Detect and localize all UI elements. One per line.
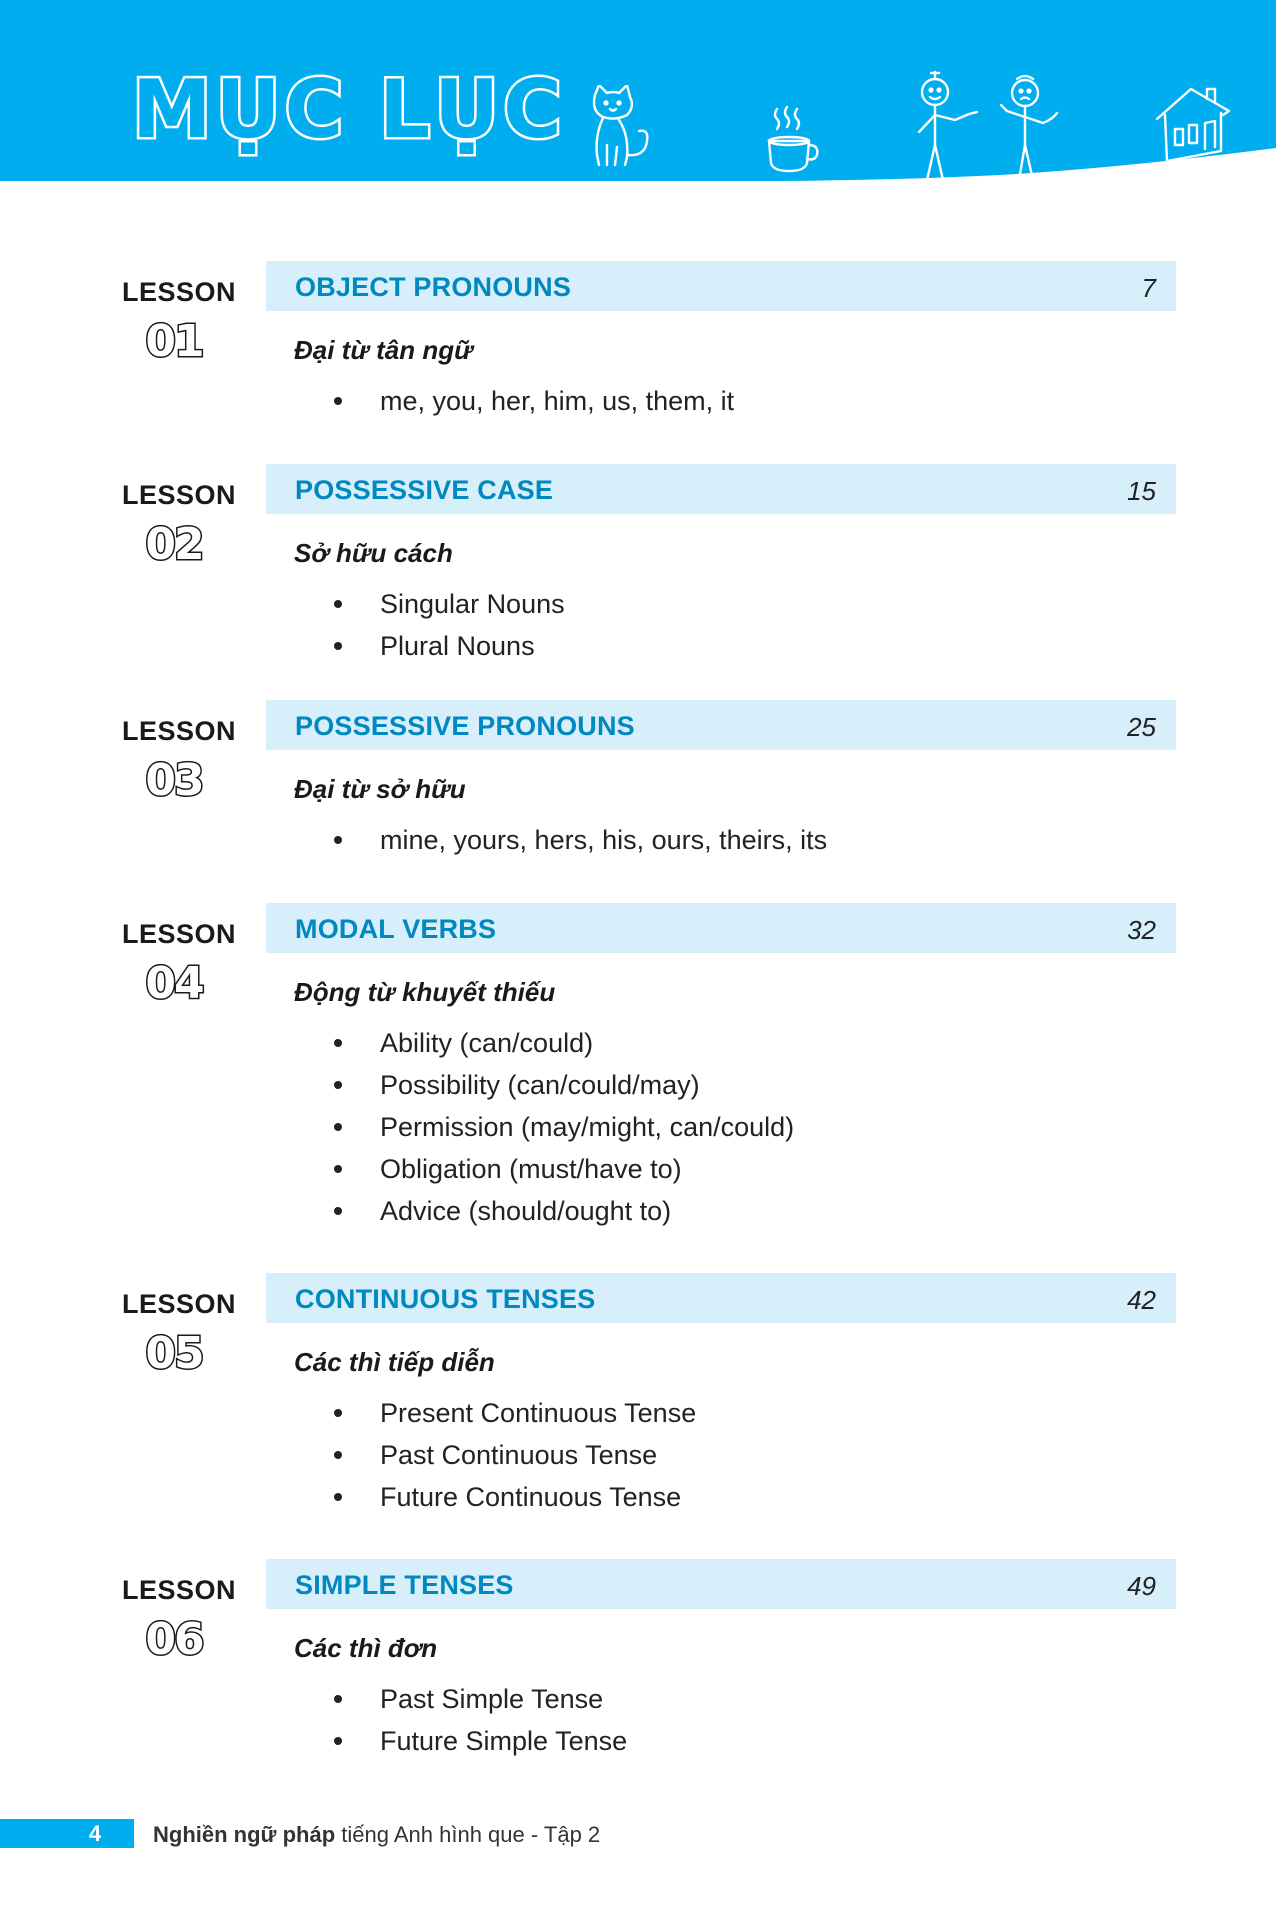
list-item: Future Simple Tense [330,1720,627,1762]
lesson-label: LESSON [122,1289,237,1319]
bullet-icon [334,1737,342,1745]
lesson-number: 04 [145,958,203,1009]
bullet-icon [334,397,342,405]
topic-list [330,380,734,422]
lesson-title: SIMPLE TENSES [295,1570,514,1600]
lesson-number: 06 [145,1614,203,1665]
lesson-label: LESSON [122,919,237,949]
list-item: Past Continuous Tense [330,1434,696,1476]
lesson-subtitle: Các thì đơn [294,1633,438,1663]
house-icon [1155,85,1231,165]
lesson-title-bar[interactable] [266,903,1176,953]
bullet-icon [334,836,342,844]
page-number: 49 [1127,1571,1156,1601]
lesson-number: 02 [145,519,203,570]
topic-list [330,1022,794,1232]
stick-figure-woman-icon [995,75,1085,183]
lesson-label: LESSON [122,716,237,746]
list-item: Possibility (can/could/may) [330,1064,794,1106]
topic-list [330,1392,696,1518]
cat-icon [585,85,655,170]
topic-list [330,583,565,667]
lesson-subtitle: Đại từ sở hữu [294,774,466,804]
bullet-icon [334,1081,342,1089]
footer-title-bold: Nghiền ngữ pháp [153,1822,336,1847]
lesson-title-bar[interactable] [266,1273,1176,1323]
lesson-title-bar[interactable] [266,700,1176,750]
lesson-title: CONTINUOUS TENSES [295,1284,596,1314]
bullet-icon [334,1451,342,1459]
list-item: Singular Nouns [330,583,565,625]
lesson-label: LESSON [122,277,237,307]
list-item: Permission (may/might, can/could) [330,1106,794,1148]
stick-figure-man-icon [905,70,1005,182]
lesson-subtitle: Động từ khuyết thiếu [294,977,556,1007]
page-number: 25 [1127,712,1156,742]
bullet-icon [334,600,342,608]
bullet-icon [334,642,342,650]
lesson-number: 01 [145,316,203,367]
lesson-number: 05 [145,1328,203,1379]
bullet-icon [334,1409,342,1417]
list-item: Present Continuous Tense [330,1392,696,1434]
lesson-title: MODAL VERBS [295,914,497,944]
page-title: MỤC LỤC [132,63,566,156]
list-item: mine, yours, hers, his, ours, theirs, its [330,819,827,861]
list-item: Plural Nouns [330,625,565,667]
lesson-number: 03 [145,755,203,806]
lesson-title-bar[interactable] [266,261,1176,311]
bullet-icon [334,1493,342,1501]
footer-title-rest: tiếng Anh hình que - Tập 2 [335,1822,601,1847]
topic-list [330,819,827,861]
page-number: 7 [1141,273,1156,303]
footer-page-number: 4 [88,1821,102,1846]
list-item: me, you, her, him, us, them, it [330,380,734,422]
lesson-title-bar[interactable] [266,464,1176,514]
list-item: Ability (can/could) [330,1022,794,1064]
lesson-label: LESSON [122,480,237,510]
page-number: 32 [1127,915,1156,945]
lesson-subtitle: Đại từ tân ngữ [294,335,473,365]
lesson-title: OBJECT PRONOUNS [295,272,572,302]
lesson-subtitle: Các thì tiếp diễn [294,1347,495,1377]
lesson-title: POSSESSIVE CASE [295,475,554,505]
bullet-icon [334,1207,342,1215]
topic-list [330,1678,627,1762]
list-item: Advice (should/ought to) [330,1190,794,1232]
page-number: 42 [1127,1285,1156,1315]
bullet-icon [334,1165,342,1173]
lesson-label: LESSON [122,1575,237,1605]
lesson-title-bar[interactable] [266,1559,1176,1609]
list-item: Past Simple Tense [330,1678,627,1720]
list-item: Obligation (must/have to) [330,1148,794,1190]
lesson-subtitle: Sở hữu cách [294,538,453,568]
coffee-cup-icon [763,105,823,175]
list-item: Future Continuous Tense [330,1476,696,1518]
bullet-icon [334,1695,342,1703]
bullet-icon [334,1039,342,1047]
header-band [0,0,1276,185]
page-number: 15 [1127,476,1156,506]
lesson-title: POSSESSIVE PRONOUNS [295,711,635,741]
footer-book-title [153,1822,600,1848]
bullet-icon [334,1123,342,1131]
